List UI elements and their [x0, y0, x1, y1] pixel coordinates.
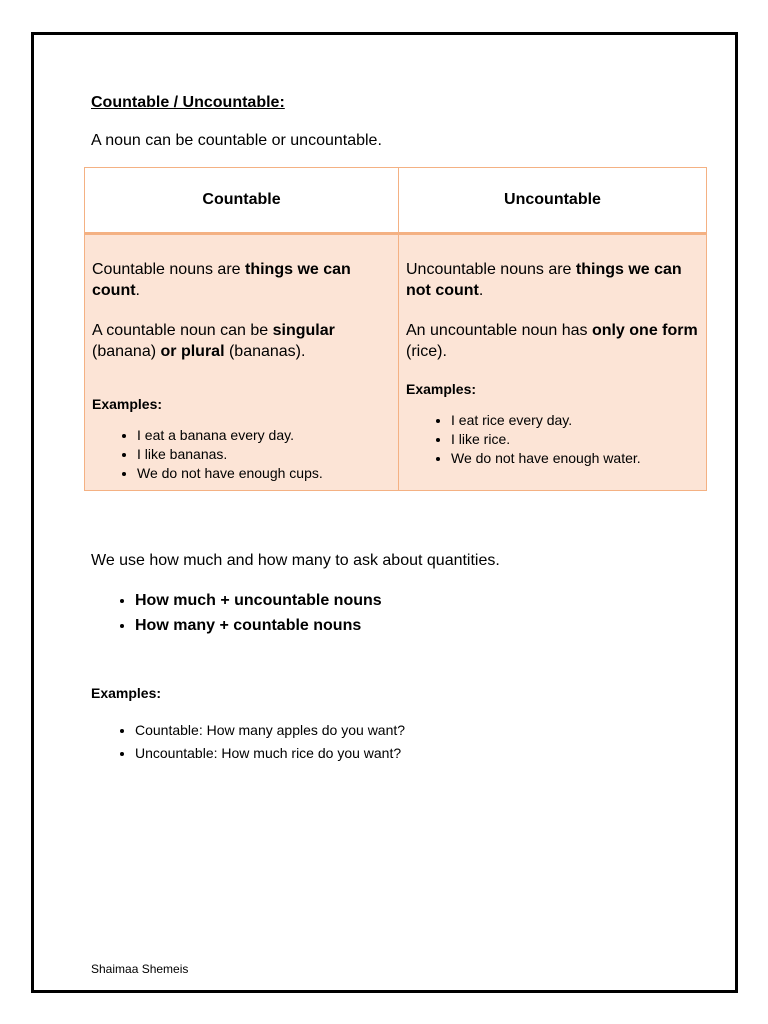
list-item: • I like rice. — [451, 430, 699, 449]
examples-label: Examples: — [91, 685, 162, 701]
cell-uncountable — [399, 234, 707, 491]
footer-author: Shaimaa Shemeis — [91, 962, 189, 976]
uncountable-examples-label: Examples: — [406, 381, 477, 397]
intro-text: A noun can be countable or uncountable. — [91, 132, 382, 149]
uncountable-forms: An uncountable noun has only one form (rice). — [406, 322, 698, 360]
list-item: • Uncountable: How much rice do you want? — [135, 742, 405, 765]
header-countable: Countable — [85, 168, 399, 234]
uncountable-examples-list — [406, 411, 699, 468]
uncountable-definition: Uncountable nouns are things we can not count. — [406, 261, 682, 299]
list-item: • We do not have enough water. — [451, 449, 699, 468]
list-item: • How many + countable nouns — [135, 613, 382, 638]
list-item: • We do not have enough cups. — [137, 464, 391, 483]
countable-examples-list — [92, 426, 391, 483]
page-title: Countable / Uncountable: — [91, 94, 285, 111]
cell-countable — [85, 234, 399, 491]
list-item: • I eat rice every day. — [451, 411, 699, 430]
examples-list — [91, 719, 405, 765]
list-item: • I eat a banana every day. — [137, 426, 391, 445]
header-uncountable: Uncountable — [399, 168, 707, 234]
list-item: • How much + uncountable nouns — [135, 588, 382, 613]
list-item: • I like bananas. — [137, 445, 391, 464]
countable-definition: Countable nouns are things we can count. — [92, 261, 351, 299]
quantities-text: We use how much and how many to ask about quantities. — [91, 552, 500, 569]
rules-list — [91, 588, 382, 638]
list-item: • Countable: How many apples do you want? — [135, 719, 405, 742]
countable-examples-label: Examples: — [92, 396, 163, 412]
countable-forms: A countable noun can be singular (banana) or plural (bananas). — [92, 322, 335, 360]
noun-table — [84, 167, 707, 491]
